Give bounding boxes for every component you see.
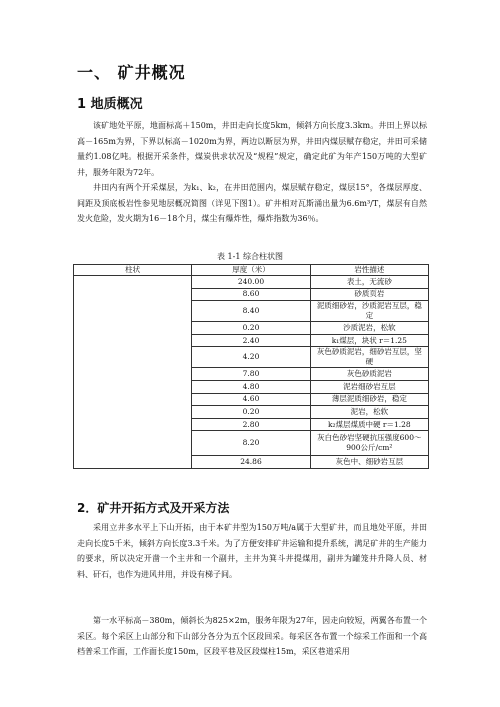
paragraph-development-1: 采用立井多水平上下山开拓，由于本矿井型为150万吨/a属于大型矿井，而且地处平原，井田走向长度5千米，倾斜方向长度3.3千米。为了方便安排矿井运输和提升系统，满足矿井的生产能力的要求，所以决定开凿一个主井和一个副井，主井为箕斗井提煤用，副井为罐笼井升降人员、材料、矸石，也作为进风井用，并设有梯子间。: [77, 523, 427, 579]
column-graphic-cell: [74, 276, 192, 469]
lithology-cell: 灰色中、细砂岩互层: [310, 456, 428, 469]
thickness-cell: 2.80: [192, 418, 310, 431]
thickness-cell: 0.20: [192, 406, 310, 419]
header-lithology: 岩性描述: [310, 265, 428, 276]
lithology-cell: 砂质页岩: [310, 288, 428, 301]
section-title: 一、 矿井概况: [77, 63, 186, 82]
thickness-cell: 8.60: [192, 288, 310, 301]
lithology-cell: 灰色砂质泥岩，细砂岩互层，坚硬: [310, 347, 428, 368]
thickness-cell: 8.20: [192, 431, 310, 456]
subsection-title-geology: 1 地质概况: [77, 97, 143, 112]
thickness-cell: 240.00: [192, 276, 310, 289]
header-column: 柱状: [74, 265, 192, 276]
lithology-cell: 表土，无流砂: [310, 276, 428, 289]
lithology-cell: 泥质细砂岩，沙质泥岩互层，稳定: [310, 301, 428, 322]
lithology-cell: 泥岩细砂岩互层: [310, 380, 428, 393]
thickness-cell: 4.60: [192, 393, 310, 406]
lithology-cell: 沙质泥岩，松软: [310, 322, 428, 335]
lithology-cell: 灰色砂质泥岩: [310, 368, 428, 381]
lithology-cell: 薄层泥质细砂岩，稳定: [310, 393, 428, 406]
table-row: [74, 276, 429, 289]
stratigraphic-column-table: [73, 264, 429, 469]
lithology-cell: 泥岩，松软: [310, 406, 428, 419]
lithology-cell: k₂煤层煤质中硬 r＝1.28: [310, 418, 428, 431]
table-header-row: [74, 265, 429, 276]
header-thickness: 厚度（米）: [192, 265, 310, 276]
lithology-cell: 灰白色砂岩坚硬抗压强度600～900公斤/cm²: [310, 431, 428, 456]
paragraph-geology-2: 井田内有两个开采煤层，为k₁、k₂，在井田范围内，煤层赋存稳定，煤层15°，各煤层厚度、间距及顶底板岩性参见地层概况简图（详见下图1）。矿井相对瓦斯涌出量为6.6m³/T，煤层有自然发火危险，发火期为16－18个月，煤尘有爆炸性，爆炸指数为36％。: [77, 183, 427, 223]
thickness-cell: 4.80: [192, 380, 310, 393]
thickness-cell: 7.80: [192, 368, 310, 381]
thickness-cell: 24.86: [192, 456, 310, 469]
thickness-cell: 0.20: [192, 322, 310, 335]
thickness-cell: 2.40: [192, 334, 310, 347]
thickness-cell: 8.40: [192, 301, 310, 322]
paragraph-geology-1: 该矿地处平原，地面标高＋150m，井田走向长度5km，倾斜方向长度3.3km。井田上界以标高－165m为界，下界以标高－1020m为界，两边以断层为界，井田内煤层赋存稳定，井田可采储量约1.08亿吨。根据开采条件，煤炭供求状况及“规程”规定，确定此矿为年产150万吨的大型矿井，服务年限为72年。: [77, 121, 427, 177]
lithology-cell: k₁煤层，块状 r＝1.25: [310, 334, 428, 347]
paragraph-development-2: 第一水平标高－380m，倾斜长为825×2m，服务年限为27年，因走向较短，两翼各布置一个采区。每个采区上山部分和下山部分各分为五个区段回采。每采区各布置一个综采工作面和一个高档普采工作面，工作面长度150m，区段平巷及区段煤柱15m，采区巷道采用: [77, 616, 427, 656]
thickness-cell: 4.20: [192, 347, 310, 368]
table-caption: 表 1-1 综合柱状图: [217, 252, 283, 261]
subsection-title-development: 2．矿井开拓方式及开采方法: [77, 501, 230, 515]
